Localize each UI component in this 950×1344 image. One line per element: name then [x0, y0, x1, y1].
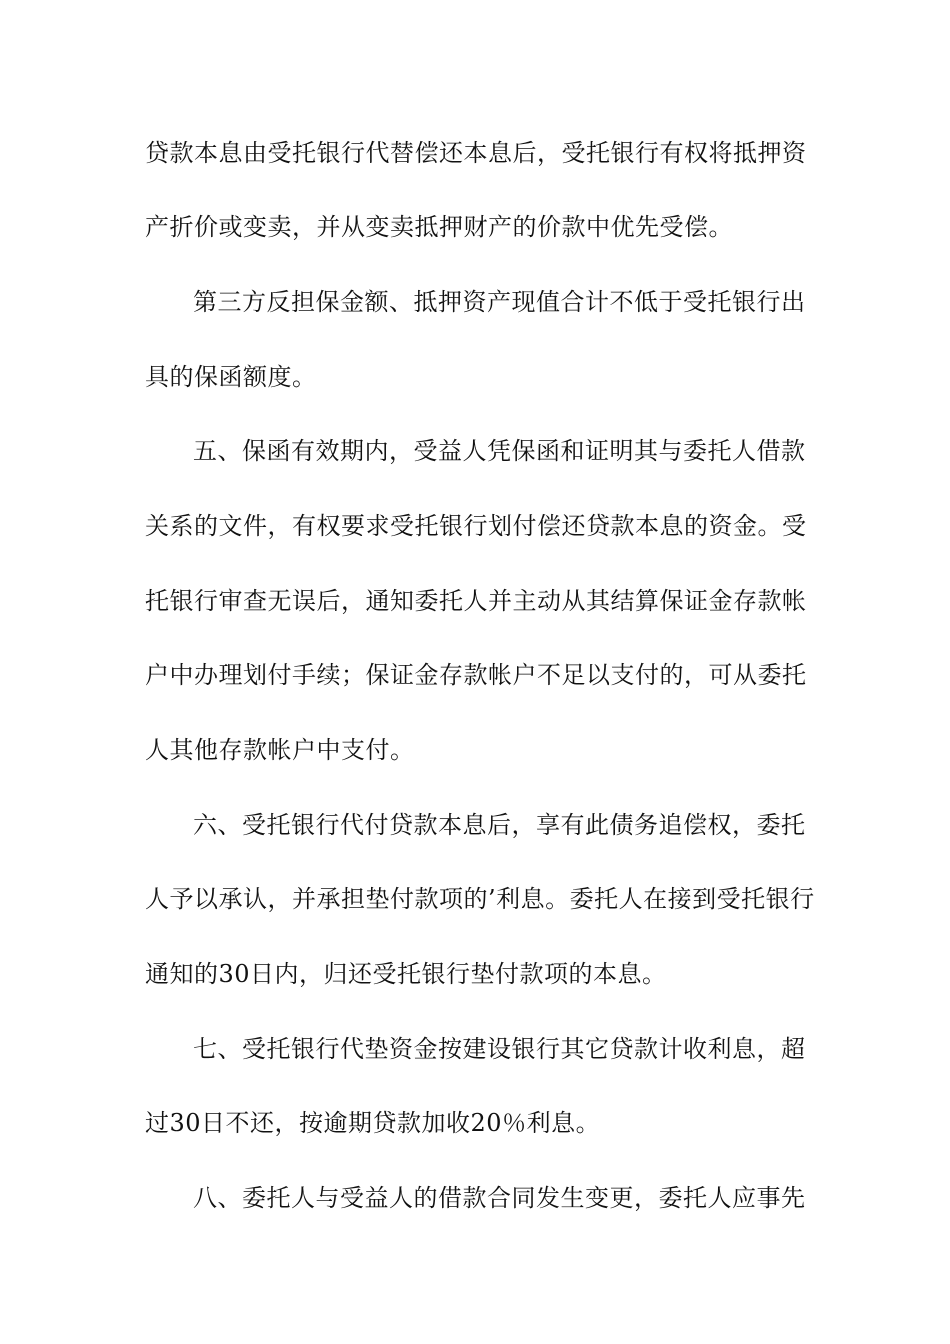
text-line: 贷款本息由受托银行代替偿还本息后，受托银行有权将抵押资 — [145, 139, 807, 167]
text-line: 托银行审查无误后，通知委托人并主动从其结算保证金存款帐 — [145, 587, 807, 615]
text-line: 人其他存款帐户中支付。 — [145, 736, 415, 764]
text-line: 六、受托银行代付贷款本息后，享有此债务追偿权，委托 — [193, 811, 806, 839]
text-line: 过30日不还，按逾期贷款加收20％利息。 — [145, 1109, 601, 1137]
text-line: 五、保函有效期内，受益人凭保函和证明其与委托人借款 — [193, 437, 806, 465]
text-line: 户中办理划付手续；保证金存款帐户不足以支付的，可从委托 — [145, 661, 807, 689]
text-line: 七、受托银行代垫资金按建设银行其它贷款计收利息，超 — [193, 1035, 806, 1063]
text-line: 产折价或变卖，并从变卖抵押财产的价款中优先受偿。 — [145, 213, 733, 241]
text-line: 具的保函额度。 — [145, 363, 317, 391]
text-line: 第三方反担保金额、抵押资产现值合计不低于受托银行出 — [193, 288, 806, 316]
text-line: 关系的文件，有权要求受托银行划付偿还贷款本息的资金。受 — [145, 512, 807, 540]
text-line: 通知的30日内，归还受托银行垫付款项的本息。 — [145, 960, 667, 988]
text-line: 八、委托人与受益人的借款合同发生变更，委托人应事先 — [193, 1184, 806, 1212]
text-line: 人予以承认，并承担垫付款项的’利息。委托人在接到受托银行 — [145, 885, 815, 913]
